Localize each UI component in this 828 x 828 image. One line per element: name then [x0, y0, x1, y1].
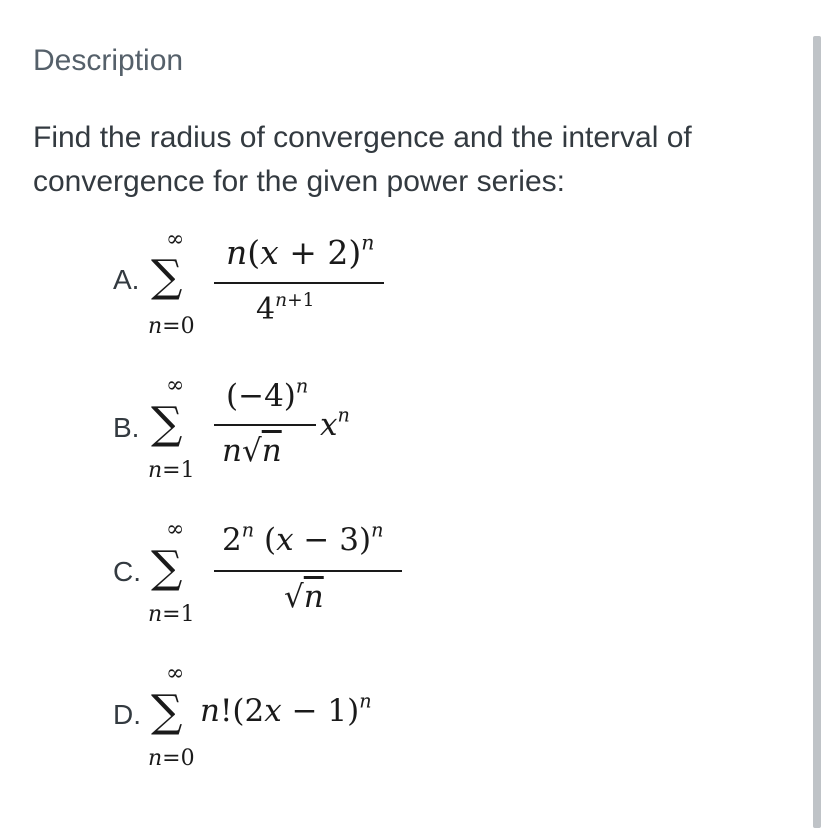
sum-upper-limit: ∞: [166, 661, 185, 686]
sum-lower-limit: n=0: [148, 746, 195, 771]
problem-label: C.: [113, 556, 141, 587]
fraction-bar: [214, 282, 384, 284]
denominator: n√n: [222, 433, 282, 469]
sum-lower-limit: n=1: [148, 458, 195, 483]
sum-upper-limit: ∞: [166, 373, 185, 398]
description-heading: Description: [33, 44, 184, 77]
fraction-bar: [214, 424, 316, 426]
summation-sign: ∑: [151, 251, 183, 302]
summation-sign: ∑: [151, 686, 183, 737]
problem-label: A.: [113, 264, 140, 295]
sum-upper-limit: ∞: [166, 227, 185, 252]
sum-lower-limit: n=1: [148, 602, 195, 627]
numerator: $(-4)^n$: [226, 374, 309, 414]
denominator: $4^{n+1}$: [256, 289, 315, 327]
problem-label: D.: [113, 699, 141, 730]
fraction-bar: [214, 570, 402, 572]
sum-upper-limit: ∞: [166, 517, 185, 542]
numerator: $n(x + 2)^n$: [226, 230, 375, 272]
denominator: √n: [284, 579, 324, 615]
summation-sign: ∑: [151, 398, 183, 449]
sum-lower-limit: n=0: [148, 314, 195, 339]
x-power-term: $x^n$: [320, 403, 350, 443]
series-term: $n!(2x - 1)^n$: [200, 689, 372, 729]
numerator: 2$^n$ $(x - 3)^n$: [222, 518, 384, 558]
summation-sign: ∑: [151, 542, 183, 593]
scrollbar[interactable]: [813, 36, 821, 828]
problem-label: B.: [113, 412, 140, 443]
question-prompt: Find the radius of convergence and the interval of convergence for the given power series:: [33, 121, 692, 198]
